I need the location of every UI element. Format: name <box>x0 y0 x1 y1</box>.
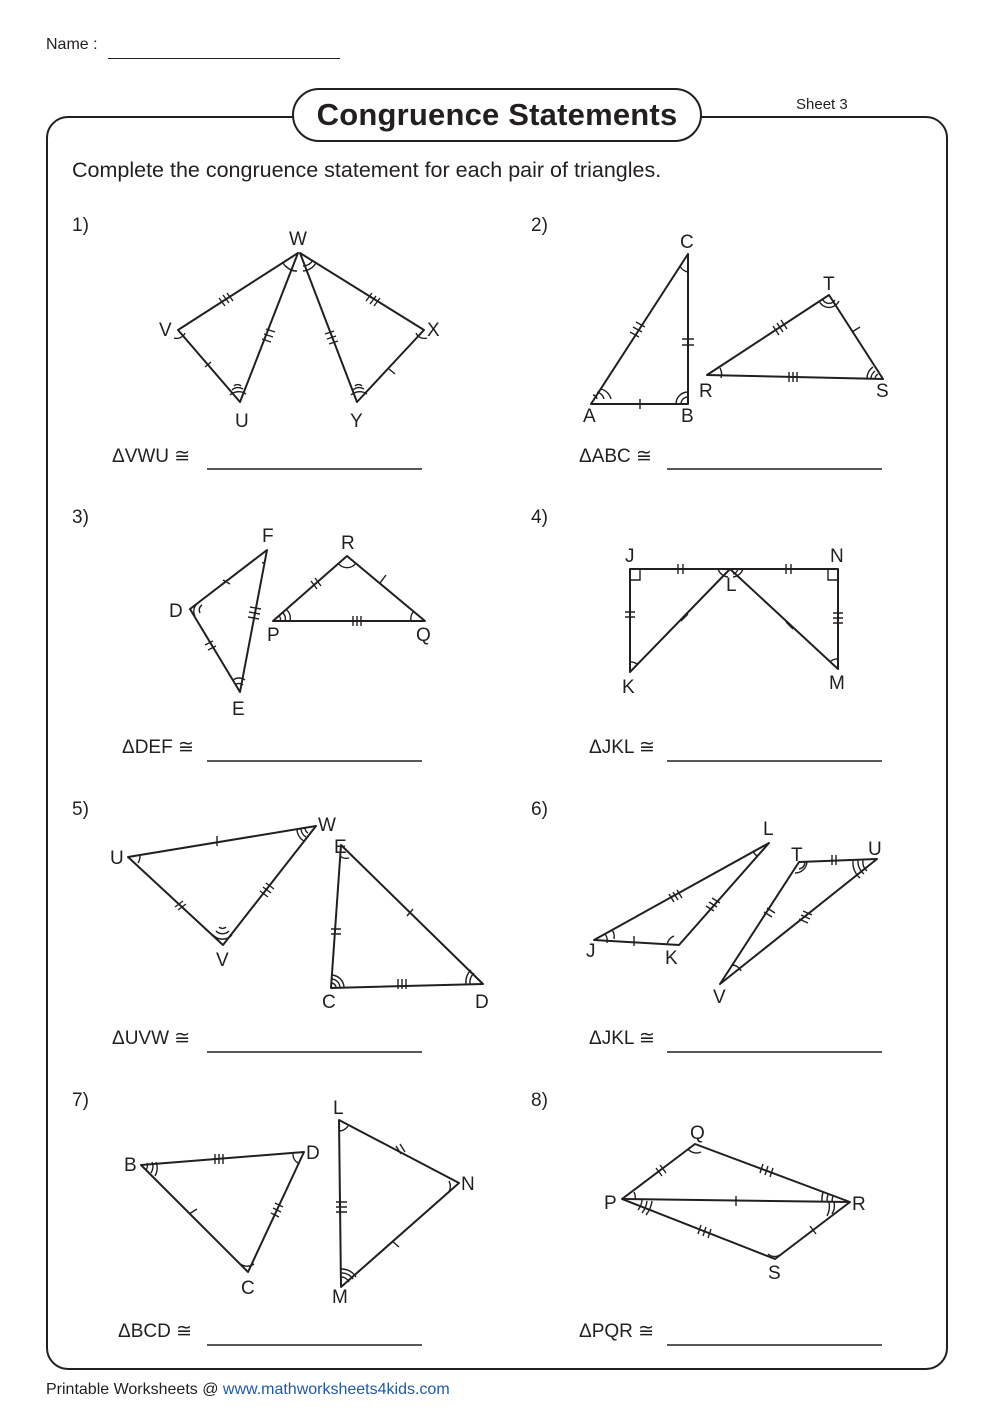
vertex-label: K <box>665 948 678 969</box>
vertex-label: L <box>763 819 774 840</box>
vertex-label: T <box>791 845 803 866</box>
footer-prefix: Printable Worksheets @ <box>46 1381 223 1398</box>
vertex-label: T <box>823 274 835 295</box>
vertex-label: M <box>829 673 845 694</box>
vertex-label: A <box>583 406 596 427</box>
statement-7: ΔBCD ≅ <box>118 1321 193 1342</box>
vertex-label: D <box>475 992 489 1013</box>
triangle-lmn <box>730 569 838 669</box>
vertex-label: U <box>110 848 124 869</box>
vertex-label: M <box>332 1287 348 1308</box>
vertex-label: W <box>289 229 307 250</box>
vertex-label: E <box>334 837 347 858</box>
triangle-cde <box>331 845 483 988</box>
vertex-label: N <box>830 546 844 567</box>
statement-2: ΔABC ≅ <box>579 446 652 467</box>
vertex-label: U <box>235 411 249 432</box>
triangle-tuv <box>720 859 877 984</box>
triangle-def <box>190 550 267 692</box>
vertex-label: N <box>461 1174 475 1195</box>
vertex-label: C <box>322 992 336 1013</box>
statement-4: ΔJKL ≅ <box>589 737 655 758</box>
triangle-vwu <box>178 253 298 402</box>
vertex-label: C <box>241 1278 255 1299</box>
vertex-label: D <box>306 1143 320 1164</box>
triangle-abc <box>591 254 688 404</box>
vertex-label: L <box>726 575 737 596</box>
triangle-pqr <box>273 556 425 621</box>
vertex-label: P <box>604 1193 617 1214</box>
triangle-uvw <box>128 826 316 945</box>
statement-6: ΔJKL ≅ <box>589 1028 655 1049</box>
vertex-label: L <box>333 1098 344 1119</box>
vertex-label: J <box>586 941 596 962</box>
sheet-label: Sheet 3 <box>796 96 848 113</box>
vertex-label: Q <box>690 1123 705 1144</box>
problem-number-7: 7) <box>72 1090 89 1111</box>
vertex-label: D <box>169 601 183 622</box>
vertex-label: S <box>768 1263 781 1284</box>
vertex-label: B <box>124 1155 137 1176</box>
triangle-jkl <box>630 569 730 672</box>
vertex-label: W <box>318 815 336 836</box>
problem-number-3: 3) <box>72 507 89 528</box>
vertex-label: R <box>341 533 355 554</box>
problem-number-2: 2) <box>531 215 548 236</box>
problem-number-4: 4) <box>531 507 548 528</box>
statement-3: ΔDEF ≅ <box>122 737 194 758</box>
vertex-label: E <box>232 699 245 720</box>
vertex-label: K <box>622 677 635 698</box>
vertex-label: C <box>680 232 694 253</box>
vertex-label: S <box>876 381 889 402</box>
problem-number-1: 1) <box>72 215 89 236</box>
vertex-label: R <box>852 1194 866 1215</box>
triangle-jkl-6 <box>594 843 769 945</box>
vertex-label: Y <box>350 411 363 432</box>
vertex-label: F <box>262 526 274 547</box>
page-title: Congruence Statements <box>316 97 678 132</box>
vertex-label: Q <box>416 625 431 646</box>
footer-link[interactable]: www.mathworksheets4kids.com <box>222 1381 450 1398</box>
vertex-label: B <box>681 406 694 427</box>
problem-number-6: 6) <box>531 799 548 820</box>
footer <box>46 1381 450 1399</box>
vertex-label: R <box>699 381 713 402</box>
triangle-rst <box>707 295 883 379</box>
problem-number-5: 5) <box>72 799 89 820</box>
vertex-label: V <box>159 320 172 341</box>
triangle-wxy <box>300 253 424 402</box>
statement-8: ΔPQR ≅ <box>579 1321 655 1342</box>
name-label: Name : <box>46 36 98 53</box>
problem-number-8: 8) <box>531 1090 548 1111</box>
instructions: Complete the congruence statement for each pair of triangles. <box>72 158 662 182</box>
vertex-label: P <box>267 625 280 646</box>
vertex-label: U <box>868 839 882 860</box>
statement-1: ΔVWU ≅ <box>112 446 191 467</box>
vertex-label: V <box>216 950 229 971</box>
vertex-label: V <box>713 987 726 1008</box>
statement-5: ΔUVW ≅ <box>112 1028 191 1049</box>
vertex-label: X <box>427 320 440 341</box>
vertex-label: J <box>625 546 635 567</box>
triangle-lmn-7 <box>339 1120 459 1287</box>
